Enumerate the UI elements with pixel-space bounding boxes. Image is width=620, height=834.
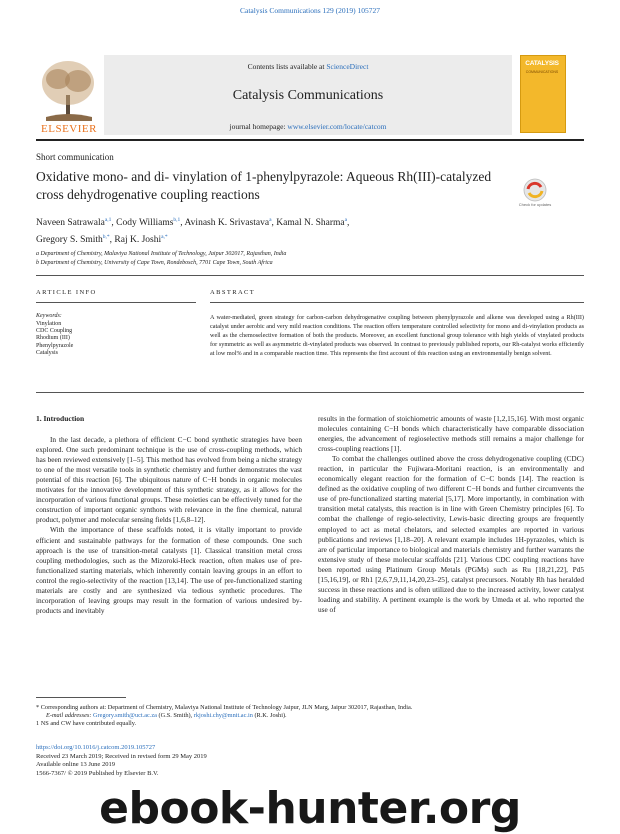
article-info-heading: ARTICLE INFO: [36, 289, 97, 296]
abstract-bottom-rule: [36, 392, 584, 393]
affiliation-b: b Department of Chemistry, University of Cape Town, Rondebosch, 7701 Cape Town, South Africa: [36, 259, 273, 266]
journal-name: Catalysis Communications: [232, 88, 384, 103]
keyword: Catalysis: [36, 349, 58, 356]
author[interactable]: Kamal N. Sharma$^a$: [276, 217, 348, 229]
abstract-text: A water-mediated, green strategy for carbon-carbon dehydrogenative coupling between phenylpyrazole and alkene was developed using a Rh(III) catalyst under aerobic and very mild reaction conditions. The reaction offers temperature controlled selectivity for mono and di-vinylation products as well as the chemoselective formation of both the products. Moreover, an excellent functional group tolerance with high yields of vinylated products for symmetric as well as asymmetric di-vinylated products was observed. In contrast to previously published reports, our Rh-catalyst works efficiently at low mol% and in a comparable reaction time. This represents the first account of this reaction using an environmentally benign solvent.: [210, 314, 584, 358]
publication-info: [36, 744, 436, 778]
body-column-right: [318, 414, 584, 615]
email-owner: (R.K. Joshi).: [254, 712, 287, 720]
body-paragraph: To combat the challenges outlined above the cross dehydrogenative coupling (CDC) reaction, in particular the Fujiwara-Moritani reaction, is an environmentally and economically elegant reaction for the formation of C−C bonds [14]. The reaction is defined as the oxidative coupling of two different C−H bonds and further circumvents the use of pre-functionalized starting material [5,17]. More importantly, in combination with transition metal catalysts, this reaction is in line with Green Chemistry principles [6]. To combat the challenge of regio-selectivity, Lewis-basic directing groups are frequently employed to act as metal chelators, and selected examples are reported in various publications and reviews [1,18–20]. A relevant example includes 1H-pyrazoles, which is are of particular importance to biological and materials chemistry and further warrants the extensive study of these molecular scaffolds [21]. Various CDC coupling reactions have been reported using Platinum Group Metals (PGMs) such as Ru [18,21,22], Pd5 [15,16,19], or Rh1 [2,6,7,9,11,14,20,23–25], catalyst precursors. Notably Rh has heralded success in these reactions and is often utilized due to the increased activity, lower catalyst loading and stability. A pertinent example is the work by Umeda et al. who reported the use of: [318, 454, 584, 614]
email-owner: (G.S. Smith),: [158, 712, 193, 720]
author[interactable]: Gregory S. Smith$^{b,*}$: [36, 234, 110, 246]
affiliations: [36, 250, 584, 267]
section-heading: 1. Introduction: [36, 414, 85, 423]
affiliation-a: a Department of Chemistry, Malaviya National Institute of Technology, Jaipur 302017, Rajasthan, India: [36, 251, 287, 257]
contents-line: [104, 62, 512, 71]
article-type: Short communication: [36, 152, 114, 162]
available-date: Available online 13 June 2019: [36, 761, 115, 769]
keywords-label: Keywords:: [36, 313, 62, 319]
email-link[interactable]: rkjoshi.chy@mnit.ac.in: [193, 712, 253, 720]
journal-reference[interactable]: Catalysis Communications 129 (2019) 105727: [240, 6, 380, 15]
corresponding-note: * Corresponding authors at: Department of Chemistry, Malaviya National Institute of Technology Jaipur, JLN Marg, Jaipur 302017, Rajasthan, India.: [36, 704, 413, 711]
header-divider: [36, 139, 584, 141]
body-paragraph: With the importance of these scaffolds noted, it is vitally important to provide efficient and sustainable pathways for the formation of these compounds. One such approach is the use of transition-metal catalysts [1]. Classical transition metal cross coupling methodologies, such as the Mizoroki-Heck reaction, often makes use of pre-functionalized starting materials, which inherently contain leaving groups in an effort to control the regio-selectivity of the reaction [13,14]. The use of pre-functionalized starting materials are costly and are synthesized via tedious synthetic procedures. The incorporation of leaving groups may result in the formation of various undesired by-products and inevitably: [36, 525, 302, 615]
author-list: Naveen Satrawala$^{a,1}$, Cody Williams$^{b,1}$, Avinash K. Srivastava$^a$, Kamal N. Sharma$^a$, Gregory S. Smith$^{b,*}$, Raj K. Joshi$^{a,*}$: [36, 217, 350, 246]
affiliation-divider: [36, 275, 584, 276]
abstract-heading: ABSTRACT: [210, 289, 256, 296]
author[interactable]: Avinash K. Srivastava$^a$: [184, 217, 272, 229]
keyword: Phenylpyrazole: [36, 342, 74, 349]
equal-contribution-note: 1 NS and CW have contributed equally.: [36, 720, 137, 728]
contents-text: Contents lists available at: [247, 62, 325, 71]
homepage-label: journal homepage:: [229, 122, 286, 131]
homepage-link[interactable]: www.elsevier.com/locate/catcom: [287, 122, 387, 131]
abstract-rule: [210, 302, 584, 303]
copyright: 1566-7367/ © 2019 Published by Elsevier B.V.: [36, 769, 159, 777]
footnotes: [36, 704, 584, 729]
email-label: E-mail addresses:: [46, 712, 92, 720]
email-link[interactable]: Gregory.smith@uct.ac.za: [93, 712, 157, 720]
watermark: ebook-hunter.org: [99, 783, 521, 834]
keyword: CDC Coupling: [36, 328, 73, 335]
footnote-rule: [36, 697, 126, 698]
doi-link[interactable]: https://doi.org/10.1016/j.catcom.2019.105727: [36, 744, 156, 751]
body-column-left: [36, 414, 302, 616]
journal-homepage: [104, 122, 512, 131]
author[interactable]: Naveen Satrawala$^{a,1}$: [36, 217, 112, 229]
cover-title: CATALYSIS: [525, 60, 559, 67]
sciencedirect-link[interactable]: ScienceDirect: [326, 62, 369, 71]
keyword: Vinylation: [36, 321, 62, 327]
keyword-list: [36, 321, 73, 357]
cover-subtitle: COMMUNICATIONS: [525, 70, 559, 74]
received-dates: Received 23 March 2019; Received in revised form 29 May 2019: [36, 752, 207, 760]
article-title: Oxidative mono- and di- vinylation of 1-phenylpyrazole: Aqueous Rh(III)-catalyzed cross dehydrogenative coupling reactions: [36, 169, 492, 202]
elsevier-logo: [36, 55, 102, 135]
keyword: Rhodium (III): [36, 335, 70, 342]
check-for-updates-label: Check for updates: [518, 202, 552, 207]
elsevier-wordmark: ELSEVIER: [41, 123, 97, 135]
author[interactable]: Raj K. Joshi$^{a,*}$: [114, 234, 168, 246]
email-note: [36, 712, 584, 720]
author[interactable]: Cody Williams$^{b,1}$: [116, 217, 181, 229]
body-paragraph: In the last decade, a plethora of efficient C−C bond synthetic strategies have been explored. One such predominant technique is the use of cross-coupling methods, which has been reviewed extensively [1–5]. This method has evolved from being a niche strategy to one of the most versatile tools in synthetic chemistry and further demonstrates the vast potential of this reaction [6]. The ubiquitous nature of C−H bonds in organic molecules motivates for the innovative development of this synthetic strategy, as it allows for the incorporation of various functional groups. These moieties can be effectively tuned for the construction of important organic synthons with relevance in the fine chemical, natural product, polymer and molecular sensing fields [1,6,8–12].: [36, 435, 302, 525]
info-rule: [36, 302, 196, 303]
body-paragraph: results in the formation of stoichiometric amounts of waste [1,2,15,16]. With most organic molecules containing C−H bonds which characteristically have comparable dissociation energies, the advancement of regioselective methods still remains a major challenge for cross-coupling reactions [1].: [318, 414, 584, 454]
